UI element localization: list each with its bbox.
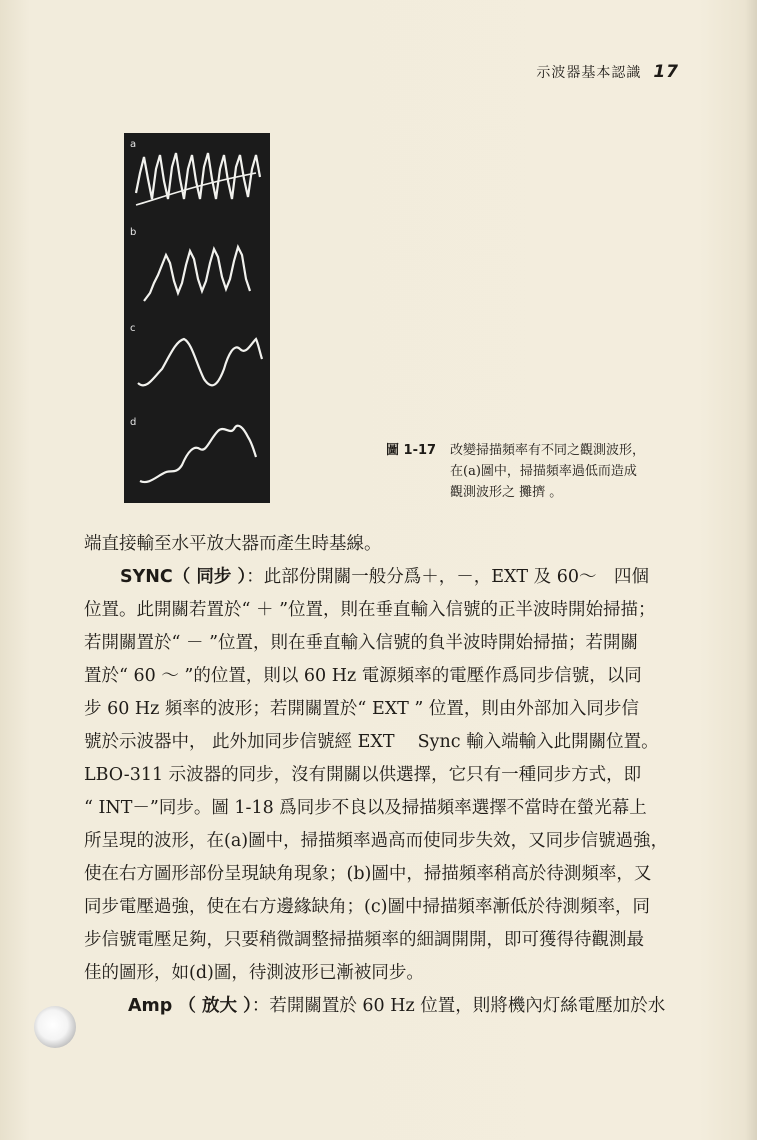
text-line: SYNC（ 同步 ）：此部份開關一般分爲＋，－，EXT 及 60～ 四個 — [120, 567, 650, 587]
text-line: 若開關置於“ － ”位置，則在垂直輸入信號的負半波時開始掃描；若開關 — [84, 633, 639, 653]
waveform-traces — [124, 133, 270, 503]
figure-number: 圖 1-17 — [386, 443, 437, 458]
text-line: LBO-311 示波器的同步，沒有開關以供選擇，它只有一種同步方式，即 — [84, 765, 642, 785]
trace-c — [138, 339, 262, 385]
text-line: 位置。此開關若置於“ ＋ ”位置，則在垂直輸入信號的正半波時開始掃描； — [84, 600, 656, 620]
panel-label-a: a — [130, 139, 137, 150]
text-line: 步信號電壓足夠，只要稍微調整掃描頻率的細調開開，即可獲得待觀測最 — [84, 930, 644, 950]
text-line: 步 60 Hz 頻率的波形；若開關置於“ EXT ” 位置，則由外部加入同步信 — [84, 699, 639, 719]
caption-line-2: 在(a)圖中，掃描頻率過低而造成 — [450, 464, 637, 479]
chapter-title: 示波器基本認識 — [536, 65, 642, 81]
page-number: 17 — [653, 62, 679, 82]
running-header — [536, 62, 679, 82]
text-line: “ INT－”同步。圖 1-18 爲同步不良以及掃描頻率選擇不當時在螢光幕上 — [84, 798, 647, 818]
text-line: 使在右方圖形部份呈現缺角現象；(b)圖中，掃描頻率稍高於待測頻率，又 — [84, 864, 652, 884]
text-line: 端直接輸至水平放大器而產生時基線。 — [84, 534, 382, 554]
caption-line-1: 改變掃描頻率有不同之觀測波形， — [450, 443, 646, 458]
panel-label-b: b — [130, 227, 137, 238]
trace-b — [144, 247, 250, 301]
oscilloscope-photo — [124, 133, 270, 503]
panel-label-c: c — [130, 323, 136, 334]
trace-d — [140, 426, 256, 482]
text-line: Amp （ 放大 ）：若開關置於 60 Hz 位置，則將機內灯絲電壓加於水 — [128, 996, 666, 1016]
panel-label-d: d — [130, 417, 137, 428]
text-line: 置於“ 60 ～ ”的位置，則以 60 Hz 電源頻率的電壓作爲同步信號，以同 — [84, 666, 642, 686]
text-line: 同步電壓過強，使在右方邊緣缺角；(c)圖中掃描頻率漸低於待測頻率，同 — [84, 897, 650, 917]
term-amp: Amp （ 放大 ） — [128, 996, 252, 1016]
text-line: 所呈現的波形，在(a)圖中，掃描頻率過高而使同步失效，又同步信號過強， — [84, 831, 669, 851]
text-line: 佳的圖形，如(d)圖，待測波形已漸被同步。 — [84, 963, 424, 983]
term-sync: SYNC（ 同步 ） — [120, 567, 247, 587]
binder-hole — [34, 1006, 76, 1048]
text-line: 號於示波器中， 此外加同步信號經 EXT Sync 輸入端輸入此開關位置。 — [84, 732, 659, 752]
caption-line-3: 觀測波形之 攤擠 。 — [450, 485, 563, 500]
